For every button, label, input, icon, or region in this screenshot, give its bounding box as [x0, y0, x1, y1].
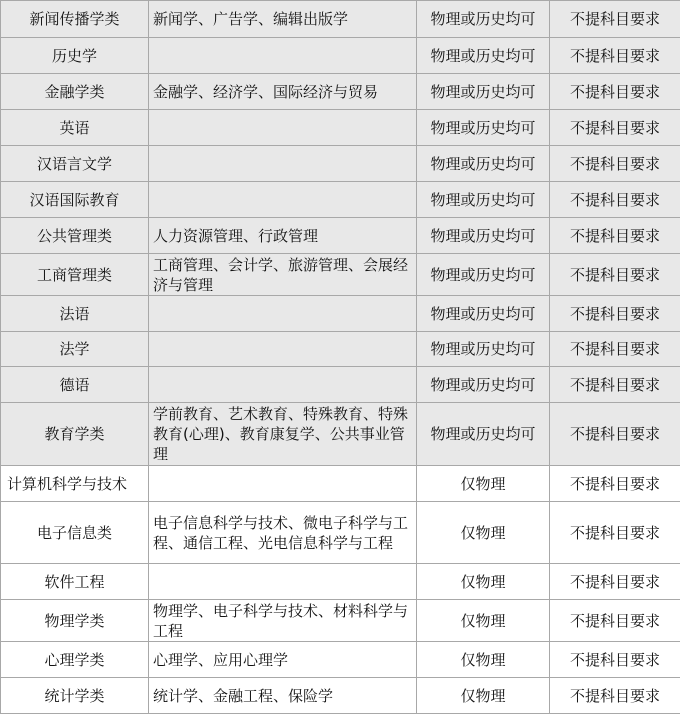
table-row	[1, 678, 680, 714]
major-cell: 心理学类	[1, 642, 149, 678]
table-row	[1, 332, 680, 367]
sub-majors-cell: 新闻学、广告学、编辑出版学	[149, 1, 417, 38]
sub-majors-cell	[149, 367, 417, 403]
sub-majors-cell: 人力资源管理、行政管理	[149, 218, 417, 254]
sub-majors-cell	[149, 182, 417, 218]
subject-requirement-cell: 物理或历史均可	[417, 110, 550, 146]
sub-majors-cell: 电子信息科学与技术、微电子科学与工程、通信工程、光电信息科学与工程	[149, 502, 417, 564]
sub-majors-cell: 工商管理、会计学、旅游管理、会展经济与管理	[149, 254, 417, 296]
subject-requirement-cell: 仅物理	[417, 502, 550, 564]
major-cell: 金融学类	[1, 74, 149, 110]
sub-majors-cell	[149, 466, 417, 502]
major-cell: 公共管理类	[1, 218, 149, 254]
major-cell: 软件工程	[1, 564, 149, 600]
major-cell: 法学	[1, 332, 149, 367]
elective-requirement-cell: 不提科目要求	[550, 110, 680, 146]
elective-requirement-cell: 不提科目要求	[550, 403, 680, 466]
subject-requirement-cell: 仅物理	[417, 678, 550, 714]
table-row	[1, 564, 680, 600]
subject-requirement-cell: 物理或历史均可	[417, 332, 550, 367]
subject-requirement-cell: 仅物理	[417, 600, 550, 642]
sub-majors-cell: 心理学、应用心理学	[149, 642, 417, 678]
elective-requirement-cell: 不提科目要求	[550, 332, 680, 367]
table-row	[1, 296, 680, 332]
major-cell: 法语	[1, 296, 149, 332]
sub-majors-cell: 统计学、金融工程、保险学	[149, 678, 417, 714]
major-cell: 电子信息类	[1, 502, 149, 564]
elective-requirement-cell: 不提科目要求	[550, 182, 680, 218]
table-row	[1, 642, 680, 678]
subject-requirement-cell: 物理或历史均可	[417, 146, 550, 182]
table-row	[1, 110, 680, 146]
subject-requirement-cell: 物理或历史均可	[417, 296, 550, 332]
sub-majors-cell	[149, 564, 417, 600]
major-cell: 教育学类	[1, 403, 149, 466]
elective-requirement-cell: 不提科目要求	[550, 642, 680, 678]
subject-requirement-cell: 物理或历史均可	[417, 403, 550, 466]
subject-requirement-cell: 仅物理	[417, 564, 550, 600]
major-cell: 英语	[1, 110, 149, 146]
subject-requirement-cell: 物理或历史均可	[417, 218, 550, 254]
subject-requirement-cell: 仅物理	[417, 466, 550, 502]
table-row	[1, 403, 680, 466]
subject-requirement-cell: 物理或历史均可	[417, 367, 550, 403]
table-row	[1, 1, 680, 38]
elective-requirement-cell: 不提科目要求	[550, 1, 680, 38]
sub-majors-cell: 学前教育、艺术教育、特殊教育、特殊教育(心理)、教育康复学、公共事业管理	[149, 403, 417, 466]
major-cell: 历史学	[1, 38, 149, 74]
sub-majors-cell: 金融学、经济学、国际经济与贸易	[149, 74, 417, 110]
elective-requirement-cell: 不提科目要求	[550, 502, 680, 564]
elective-requirement-cell: 不提科目要求	[550, 600, 680, 642]
sub-majors-cell: 物理学、电子科学与技术、材料科学与工程	[149, 600, 417, 642]
table-row	[1, 38, 680, 74]
sub-majors-cell	[149, 332, 417, 367]
major-cell: 新闻传播学类	[1, 1, 149, 38]
elective-requirement-cell: 不提科目要求	[550, 74, 680, 110]
table-row	[1, 367, 680, 403]
elective-requirement-cell: 不提科目要求	[550, 678, 680, 714]
elective-requirement-cell: 不提科目要求	[550, 296, 680, 332]
major-cell: 工商管理类	[1, 254, 149, 296]
table-row	[1, 218, 680, 254]
subject-requirement-cell: 物理或历史均可	[417, 182, 550, 218]
subject-requirement-cell: 物理或历史均可	[417, 74, 550, 110]
subject-requirement-cell: 物理或历史均可	[417, 254, 550, 296]
sub-majors-cell	[149, 146, 417, 182]
elective-requirement-cell: 不提科目要求	[550, 466, 680, 502]
table-row	[1, 182, 680, 218]
elective-requirement-cell: 不提科目要求	[550, 146, 680, 182]
table-row	[1, 74, 680, 110]
table-body	[1, 1, 680, 714]
table-row	[1, 600, 680, 642]
table-row	[1, 254, 680, 296]
subject-requirement-cell: 物理或历史均可	[417, 1, 550, 38]
elective-requirement-cell: 不提科目要求	[550, 367, 680, 403]
major-cell: 汉语国际教育	[1, 182, 149, 218]
table-row	[1, 146, 680, 182]
sub-majors-cell	[149, 38, 417, 74]
elective-requirement-cell: 不提科目要求	[550, 218, 680, 254]
major-cell: 汉语言文学	[1, 146, 149, 182]
major-cell: 物理学类	[1, 600, 149, 642]
sub-majors-cell	[149, 296, 417, 332]
elective-requirement-cell: 不提科目要求	[550, 254, 680, 296]
major-cell: 德语	[1, 367, 149, 403]
subject-requirement-cell: 物理或历史均可	[417, 38, 550, 74]
elective-requirement-cell: 不提科目要求	[550, 564, 680, 600]
table-row	[1, 466, 680, 502]
major-cell: 统计学类	[1, 678, 149, 714]
sub-majors-cell	[149, 110, 417, 146]
table-row	[1, 502, 680, 564]
major-cell: 计算机科学与技术	[1, 466, 149, 502]
elective-requirement-cell: 不提科目要求	[550, 38, 680, 74]
subject-requirement-cell: 仅物理	[417, 642, 550, 678]
